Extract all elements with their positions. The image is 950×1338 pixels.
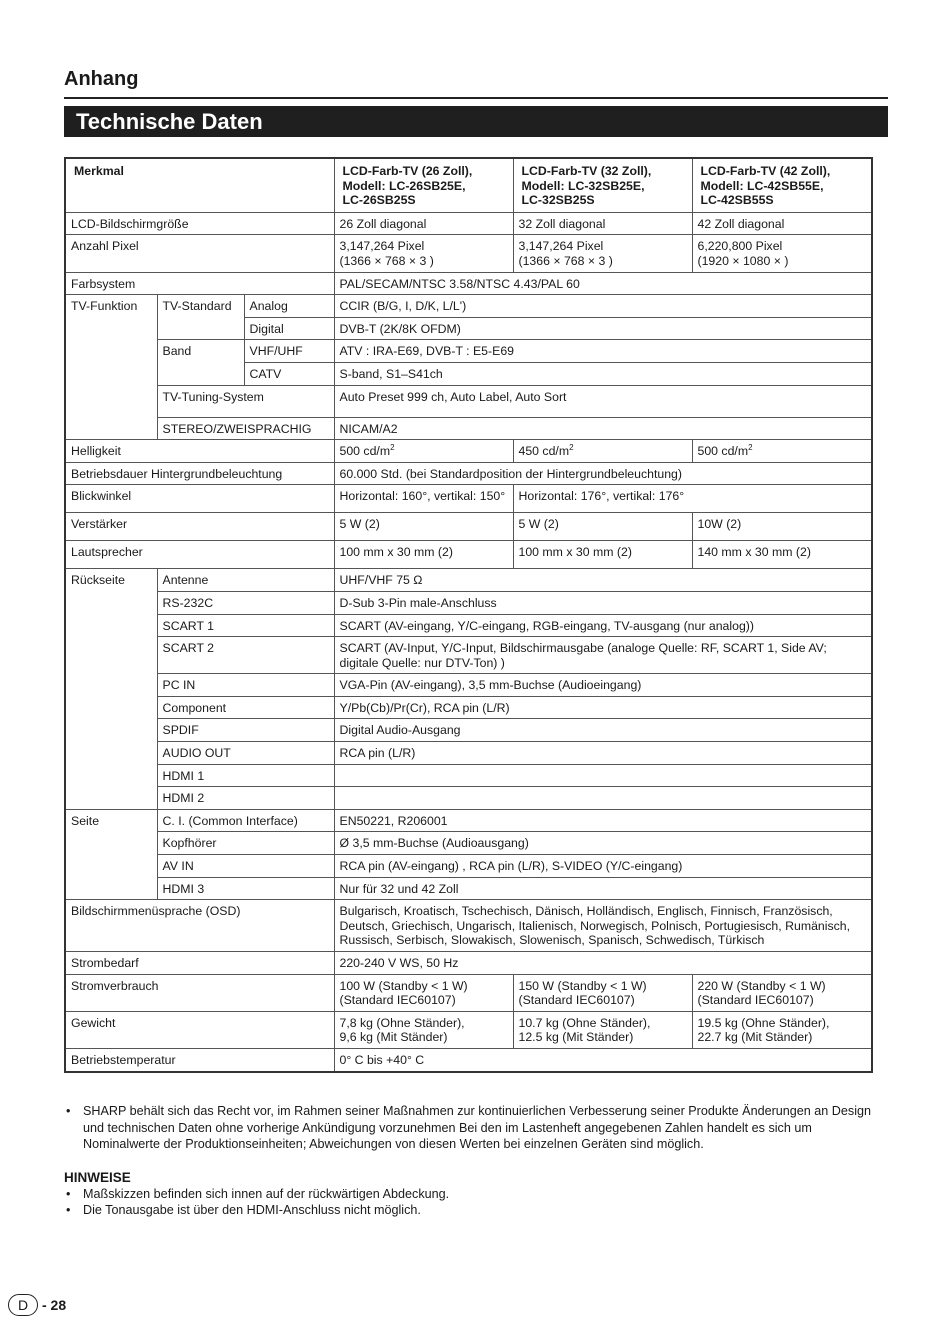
row-label: LCD-Bildschirmgröße: [65, 212, 334, 235]
cell-value: S-band, S1–S41ch: [334, 362, 872, 385]
table-row: [65, 440, 872, 463]
cell-value: ATV : IRA-E69, DVB-T : E5-E69: [334, 340, 872, 363]
cell-value: EN50221, R206001: [334, 809, 872, 832]
sub-label: CATV: [244, 362, 334, 385]
cell-value: Y/Pb(Cb)/Pr(Cr), RCA pin (L/R): [334, 696, 872, 719]
row-label: Bildschirmmenüsprache (OSD): [65, 900, 334, 952]
cell-value: 100 mm x 30 mm (2): [334, 541, 513, 569]
table-row: [65, 340, 872, 363]
sub-label: SCART 1: [157, 614, 334, 637]
header-model-32: LCD-Farb-TV (32 Zoll), Modell: LC-32SB25E, LC-32SB25S: [513, 158, 692, 212]
cell-value: 3,147,264 Pixel (1366 × 768 × 3 ): [334, 235, 513, 272]
table-row: [65, 569, 872, 592]
cell-value: [334, 787, 872, 810]
table-row: [65, 513, 872, 541]
cell-value: Ø 3,5 mm-Buchse (Audioausgang): [334, 832, 872, 855]
table-row: [65, 212, 872, 235]
cell-value: 42 Zoll diagonal: [692, 212, 872, 235]
table-row: [65, 809, 872, 832]
sub-label: C. I. (Common Interface): [157, 809, 334, 832]
cell-value: NICAM/A2: [334, 417, 872, 440]
cell-value: 5 W (2): [334, 513, 513, 541]
cell-value: 220 W (Standby < 1 W) (Standard IEC60107): [692, 974, 872, 1011]
sub-label: Component: [157, 696, 334, 719]
table-row: [65, 614, 872, 637]
table-row: [65, 877, 872, 900]
sub-label: VHF/UHF: [244, 340, 334, 363]
language-badge: D: [8, 1294, 38, 1316]
row-label: Helligkeit: [65, 440, 334, 463]
sub-label: Analog: [244, 295, 334, 318]
sub-label: Band: [157, 340, 244, 385]
cell-value: 19.5 kg (Ohne Ständer), 22.7 kg (Mit Ständer): [692, 1011, 872, 1048]
row-label: Seite: [65, 809, 157, 899]
table-row: [65, 485, 872, 513]
cell-value: RCA pin (L/R): [334, 742, 872, 765]
row-label: Anzahl Pixel: [65, 235, 334, 272]
sub-label: STEREO/ZWEISPRACHIG: [157, 417, 334, 440]
row-label: Gewicht: [65, 1011, 334, 1048]
sub-label: HDMI 2: [157, 787, 334, 810]
cell-value: 220-240 V WS, 50 Hz: [334, 952, 872, 975]
table-row: [65, 1048, 872, 1071]
cell-value: 150 W (Standby < 1 W) (Standard IEC60107): [513, 974, 692, 1011]
table-row: [65, 832, 872, 855]
list-item: • Maßskizzen befinden sich innen auf der rückwärtigen Abdeckung.: [64, 1186, 874, 1202]
cell-value: RCA pin (AV-eingang) , RCA pin (L/R), S-VIDEO (Y/C-eingang): [334, 855, 872, 878]
cell-value: 3,147,264 Pixel (1366 × 768 × 3 ): [513, 235, 692, 272]
table-row: [65, 235, 872, 272]
page-footer: [8, 1294, 66, 1316]
cell-value: 7,8 kg (Ohne Ständer), 9,6 kg (Mit Ständer): [334, 1011, 513, 1048]
cell-value: 0° C bis +40° C: [334, 1048, 872, 1071]
table-row: [65, 295, 872, 318]
sub-label: Digital: [244, 317, 334, 340]
row-label: Verstärker: [65, 513, 334, 541]
row-label: TV-Funktion: [65, 295, 157, 440]
row-label: Stromverbrauch: [65, 974, 334, 1011]
header-merkmal: Merkmal: [65, 158, 334, 212]
row-label: Betriebsdauer Hintergrundbeleuchtung: [65, 462, 334, 485]
cell-value: 100 W (Standby < 1 W) (Standard IEC60107): [334, 974, 513, 1011]
row-label: Lautsprecher: [65, 541, 334, 569]
cell-value: 5 W (2): [513, 513, 692, 541]
cell-value: VGA-Pin (AV-eingang), 3,5 mm-Buchse (Audioeingang): [334, 674, 872, 697]
table-row: [65, 974, 872, 1011]
sub-label: AUDIO OUT: [157, 742, 334, 765]
table-row: [65, 541, 872, 569]
hinweise-heading: HINWEISE: [64, 1170, 131, 1185]
cell-value: 10W (2): [692, 513, 872, 541]
cell-value: SCART (AV-eingang, Y/C-eingang, RGB-eingang, TV-ausgang (nur analog)): [334, 614, 872, 637]
cell-value: 500 $cd/m^2$: [334, 440, 513, 463]
cell-value: Auto Preset 999 ch, Auto Label, Auto Sort: [334, 385, 872, 417]
cell-value: 60.000 Std. (bei Standardposition der Hintergrundbeleuchtung): [334, 462, 872, 485]
cell-value: Digital Audio-Ausgang: [334, 719, 872, 742]
page-number: - 28: [42, 1297, 67, 1313]
row-label: Blickwinkel: [65, 485, 334, 513]
table-row: [65, 385, 872, 417]
header-model-42: LCD-Farb-TV (42 Zoll), Modell: LC-42SB55E, LC-42SB55S: [692, 158, 872, 212]
sub-label: SPDIF: [157, 719, 334, 742]
cell-value: 140 mm x 30 mm (2): [692, 541, 872, 569]
note-item: • SHARP behält sich das Recht vor, im Rahmen seiner Maßnahmen zur kontinuierlichen Verbesserung seiner Produkte Änderungen an Design und technischen Daten ohne vorherige Ankündigung vorzunehmen Bei den im Lastenheft angegebenen Zahlen handelt es sich um Nominalwerte der Produktionseinheiten; Abweichungen von diesen Werten bei einzelnen Geräten sind möglich.: [64, 1103, 874, 1153]
cell-value: CCIR (B/G, I, D/K, L/L'): [334, 295, 872, 318]
cell-value: 500 $cd/m^2$: [692, 440, 872, 463]
table-row: [65, 787, 872, 810]
row-label: Strombedarf: [65, 952, 334, 975]
cell-value: 6,220,800 Pixel (1920 × 1080 × ): [692, 235, 872, 272]
row-label: Farbsystem: [65, 272, 334, 295]
list-item: • Die Tonausgabe ist über den HDMI-Anschluss nicht möglich.: [64, 1202, 874, 1218]
cell-value: Nur für 32 und 42 Zoll: [334, 877, 872, 900]
cell-value: Horizontal: 160°, vertikal: 150°: [334, 485, 513, 513]
spec-table: [64, 157, 873, 1073]
sub-label: HDMI 3: [157, 877, 334, 900]
sub-label: SCART 2: [157, 637, 334, 674]
sub-label: Kopfhörer: [157, 832, 334, 855]
row-label: Betriebstemperatur: [65, 1048, 334, 1071]
table-row: [65, 855, 872, 878]
hinweise-list: [64, 1186, 874, 1219]
sub-label: TV-Standard: [157, 295, 244, 340]
sub-label: HDMI 1: [157, 764, 334, 787]
cell-value: SCART (AV-Input, Y/C-Input, Bildschirmausgabe (analoge Quelle: RF, SCART 1, Side AV; digitale Quelle: nur DTV-Ton) ): [334, 637, 872, 674]
table-row: [65, 674, 872, 697]
title-rule: [64, 97, 888, 99]
table-row: [65, 719, 872, 742]
cell-value: 26 Zoll diagonal: [334, 212, 513, 235]
table-row: [65, 1011, 872, 1048]
sub-label: TV-Tuning-System: [157, 385, 334, 417]
cell-value: DVB-T (2K/8K OFDM): [334, 317, 872, 340]
cell-value: UHF/VHF 75 Ω: [334, 569, 872, 592]
table-header-row: [65, 158, 872, 212]
cell-value: PAL/SECAM/NTSC 3.58/NTSC 4.43/PAL 60: [334, 272, 872, 295]
sub-label: Antenne: [157, 569, 334, 592]
cell-value: 450 $cd/m^2$: [513, 440, 692, 463]
table-row: [65, 272, 872, 295]
sub-label: PC IN: [157, 674, 334, 697]
table-row: [65, 742, 872, 765]
cell-value: Bulgarisch, Kroatisch, Tschechisch, Dänisch, Holländisch, Englisch, Finnisch, Französisch, Deutsch, Griechisch, Ungarisch, Italienisch, Norwegisch, Polnisch, Portugiesisch, Rumänisch, Russisch, Serbisch, Slowakisch, Slowenisch, Spanisch, Schwedisch, Türkisch: [334, 900, 872, 952]
table-row: [65, 764, 872, 787]
sub-label: RS-232C: [157, 591, 334, 614]
cell-value: [334, 764, 872, 787]
table-row: [65, 952, 872, 975]
table-row: [65, 637, 872, 674]
table-row: [65, 462, 872, 485]
page-banner: Technische Daten: [64, 106, 888, 137]
table-row: [65, 900, 872, 952]
table-row: [65, 591, 872, 614]
section-title: Anhang: [64, 68, 139, 90]
cell-value: 100 mm x 30 mm (2): [513, 541, 692, 569]
cell-value: 10.7 kg (Ohne Ständer), 12.5 kg (Mit Ständer): [513, 1011, 692, 1048]
header-model-26: LCD-Farb-TV (26 Zoll), Modell: LC-26SB25E, LC-26SB25S: [334, 158, 513, 212]
table-row: [65, 696, 872, 719]
sub-label: AV IN: [157, 855, 334, 878]
row-label: Rückseite: [65, 569, 157, 810]
disclaimer-note: [64, 1103, 874, 1153]
cell-value: 32 Zoll diagonal: [513, 212, 692, 235]
cell-value: Horizontal: 176°, vertikal: 176°: [513, 485, 872, 513]
cell-value: D-Sub 3-Pin male-Anschluss: [334, 591, 872, 614]
table-row: [65, 417, 872, 440]
